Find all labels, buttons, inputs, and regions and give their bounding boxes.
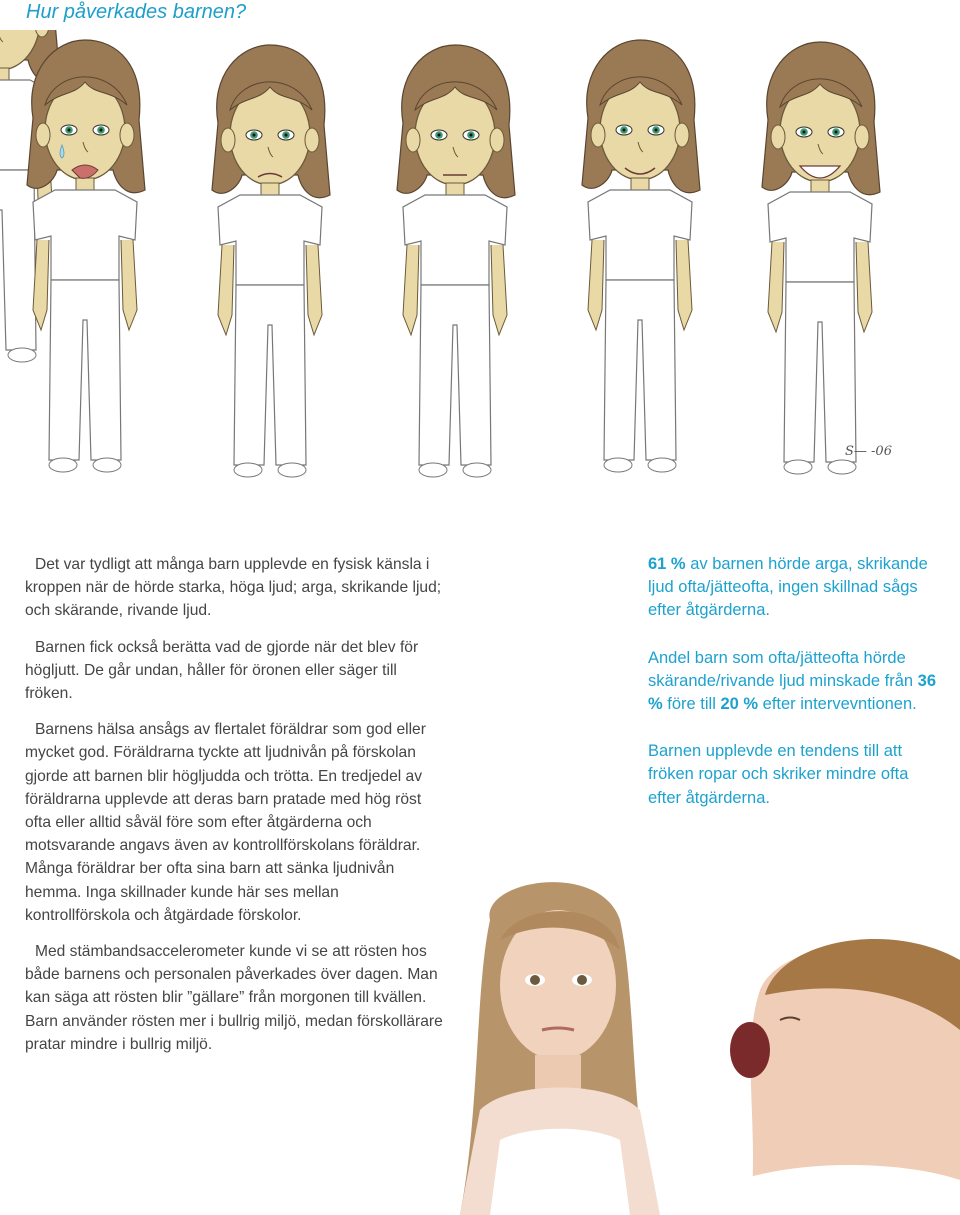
paragraph-1: Det var tydligt att många barn upplevde en fysisk känsla i kroppen när de hörde starka, höga ljud; arga, skrikande ljud; och skärande, rivande ljud. — [25, 556, 442, 620]
fact-1-value: 61 % — [648, 555, 686, 573]
child-figure-5 — [762, 42, 880, 474]
fact-1-text: av barnen hörde arga, skrikande ljud ofta/jätteofta, ingen skillnad sågs efter åtgärderna. — [648, 555, 928, 620]
fact-2-pre: Andel barn som ofta/jätteofta hörde skärande/rivande ljud minskade från — [648, 648, 918, 690]
facts-column — [648, 553, 938, 834]
boy-shirt — [740, 1165, 960, 1215]
body-text-column — [25, 553, 445, 1069]
artist-signature: S— -06 — [845, 444, 892, 459]
paragraph-4: Med stämbandsaccelerometer kunde vi se att rösten hos både barnens och personalen påverkades över dagen. Man kan säga att rösten blir ”gällare” från morgonen till kvällen. Barn använder rösten mer i bullrig miljö, medan förskollärare pratar mindre i bullrig miljö. — [25, 943, 443, 1053]
fact-2-value-b: 20 % — [720, 695, 759, 714]
child-figure-2 — [212, 45, 330, 477]
child-figure-1 — [27, 40, 145, 472]
fact-2-post: efter intervevntionen. — [758, 695, 917, 714]
paragraph-2: Barnen fick också berätta vad de gjorde när det blev för högljutt. De går undan, håller för öronen eller säger till fröken. — [25, 638, 419, 703]
girl-top — [490, 1129, 630, 1215]
paragraph-3: Barnens hälsa ansågs av flertalet föräldrar som god eller mycket god. Föräldrarna tyckte att ljudnivån på förskolan gjorde att barnen blir högljudda och trötta. En tredjedel av föräldrarna upplevde att deras barn pratade med hög röst ofta eller alltid såväl före som efter åtgärderna och motsvarande angavs även av kontrollförskolans föräldrar. Många föräldrar ber ofta sina barn att sänka ljudnivån hemma. Inga skillnader kunde här ses mellan kontrollförskola och åtgärdade förskolor. — [25, 721, 426, 924]
children-emotion-illustration — [0, 30, 960, 510]
boy-open-mouth — [730, 1022, 770, 1078]
children-photo — [420, 880, 960, 1215]
page-title: Hur påverkades barnen? — [26, 1, 247, 23]
child-figure-3 — [397, 45, 515, 477]
fact-3: Barnen upplevde en tendens till att fröken ropar och skriker mindre ofta efter åtgärderna. — [648, 742, 909, 807]
fact-2-value-a: 36 % — [648, 671, 937, 714]
child-figure-4 — [582, 40, 700, 472]
fact-2 — [648, 647, 938, 717]
fact-2-mid: före till — [662, 695, 721, 714]
fact-1 — [648, 553, 938, 623]
